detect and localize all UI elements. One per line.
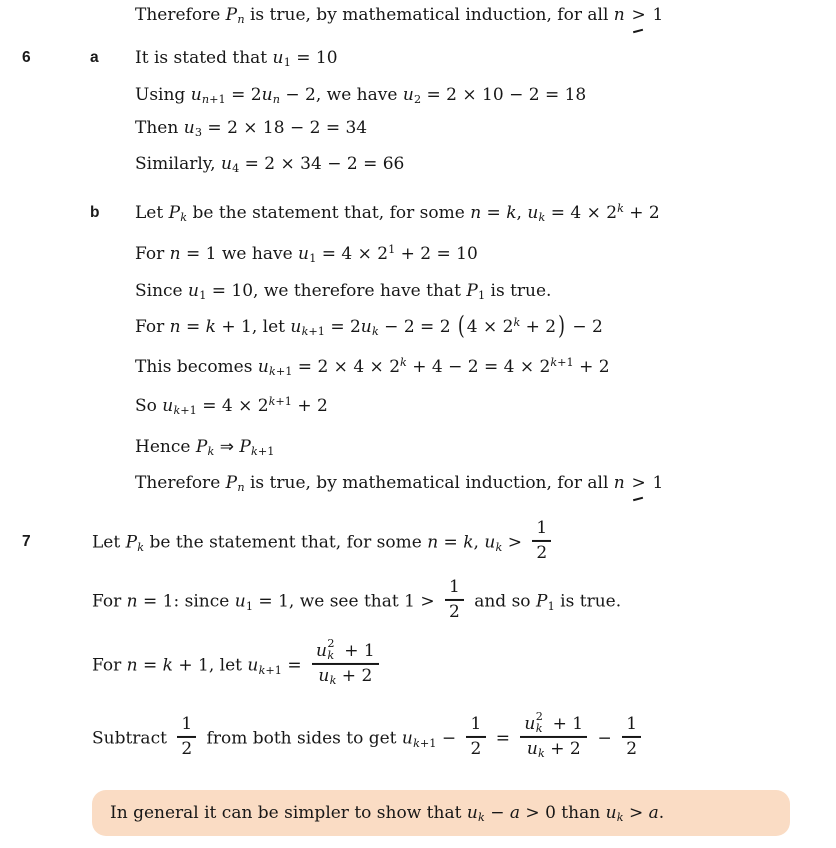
math-text: Therefore $P_n$ is true, by mathematical induction, for all n > 1 xyxy=(135,2,663,28)
math-text: Using $u_{n+1} = 2u_n - 2$, we have $u_2 = 2 \times 10 - 2 = 18$ xyxy=(135,85,587,107)
q6-part-b-label: b xyxy=(90,204,100,221)
prior-conclusion-line xyxy=(0,2,836,28)
q6a-line-similarly xyxy=(0,151,836,177)
math-text: Hence $P_k$ ⇒ $P_{k+1}$ xyxy=(135,437,275,459)
math-text: So $u_{k+1} = 4 \times 2^{k+1} + 2$ xyxy=(135,394,328,418)
q6b-line-hence xyxy=(0,434,836,460)
q6b-line-so xyxy=(0,393,836,419)
q7-line-base-case xyxy=(0,577,836,627)
q6-part-a-label: a xyxy=(90,49,99,66)
q6b-line-conclusion xyxy=(0,470,836,496)
math-text: Similarly, $u_4 = 2 \times 34 - 2 = 66$ xyxy=(135,154,405,176)
math-text: Let $P_k$ be the statement that, for some n = k, $u_k = 4 \times 2^k + 2$ xyxy=(135,201,660,225)
math-text: For n = k + 1, let $u_{k+1} = 2u_k - 2 = 2$ ( $4 \times 2^k + 2$ ) − 2 xyxy=(135,312,603,342)
q7-line-inductive-step xyxy=(0,635,836,697)
q6b-line-base-case xyxy=(0,241,836,267)
math-text: For n = k + 1, let $u_{k+1}$ = u 2 k + 1 $u_k + 2$ xyxy=(92,644,384,688)
q6b-line-becomes xyxy=(0,354,836,380)
q6a-line-using xyxy=(0,82,836,108)
math-text: For n = 1 we have $u_1 = 4 \times 2^1 + 2 = 10$ xyxy=(135,242,478,266)
note-text: In general it can be simpler to show that $u_k - a > 0$ than $u_k > a$. xyxy=(110,803,665,825)
question-7-number: 7 xyxy=(22,533,31,550)
q7-row-statement xyxy=(0,518,836,568)
q6b-row-statement xyxy=(0,200,836,226)
q6b-line-since xyxy=(0,278,836,304)
math-text: Subtract $\frac{1}{2}$ from both sides to get $u_{k+1}$ − $\frac{1}{2}$ = u 2 k + 1 $u_k + 2$ − $\frac{1}{2}$ xyxy=(92,717,646,761)
q6b-line-inductive-step xyxy=(0,311,836,343)
math-text: It is stated that $u_1 = 10$ xyxy=(135,48,338,70)
math-text: Therefore $P_n$ is true, by mathematical induction, for all n > 1 xyxy=(135,470,663,496)
math-text: For n = 1: since $u_1 = 1$, we see that 1 > $\frac{1}{2}$ and so $P_1$ is true. xyxy=(92,576,622,622)
note-box xyxy=(92,790,790,836)
math-text: Since $u_1 = 10$, we therefore have that $P_1$ is true. xyxy=(135,281,552,303)
question-6-number: 6 xyxy=(22,49,31,66)
math-text: Let $P_k$ be the statement that, for some n = k, $u_k$ > $\frac{1}{2}$ xyxy=(92,521,556,565)
q6a-line-then xyxy=(0,115,836,141)
q6a-row-stated xyxy=(0,45,836,71)
q7-line-subtract xyxy=(0,708,836,770)
math-text: Then $u_3 = 2 \times 18 - 2 = 34$ xyxy=(135,118,368,140)
math-text: This becomes $u_{k+1} = 2 \times 4 \times 2^k + 4 - 2 = 4 \times 2^{k+1} + 2$ xyxy=(135,355,610,379)
